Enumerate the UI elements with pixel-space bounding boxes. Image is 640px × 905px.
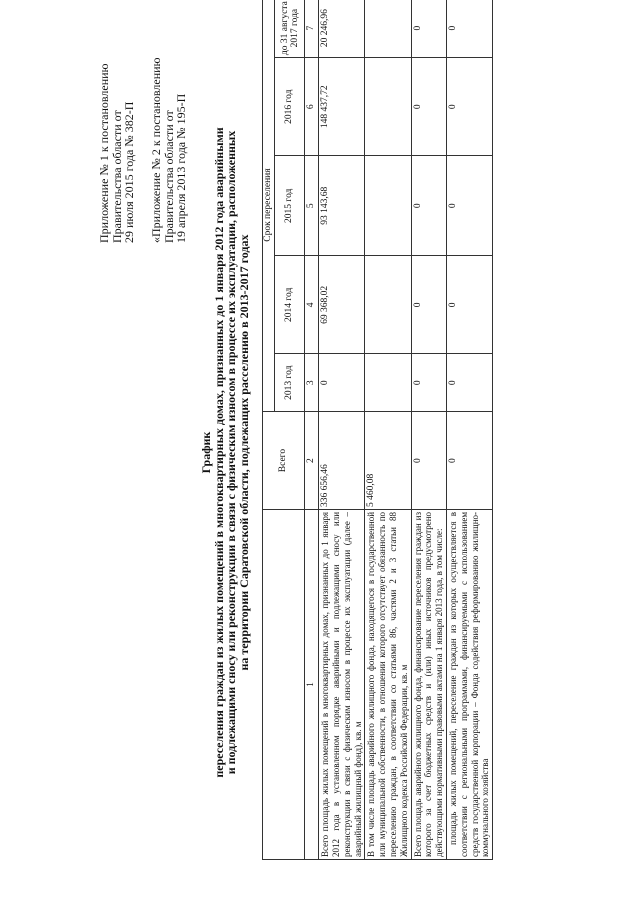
row-value xyxy=(365,354,411,412)
row-value: 0 xyxy=(446,412,492,510)
title-heading: График xyxy=(199,431,213,474)
total-header: Всего xyxy=(263,412,305,510)
row-value: 93 143,68 xyxy=(319,156,365,256)
row-description: В том числе площадь аварийного жилищного фонда, находящегося в государственной или муниципальной собственности, в отношении которого отсутствует обязанность по переселению граждан, в соответствии со статьями 86, частями 2 и 3 статьи 88 Жилищного кодекса Российской Федерации, кв. м xyxy=(365,509,411,859)
row-value: 20 246,96 xyxy=(319,0,365,58)
row-value xyxy=(365,0,411,58)
row-value: 336 656,46 xyxy=(319,412,365,510)
column-number: 4 xyxy=(305,256,319,354)
row-value: 0 xyxy=(411,412,446,510)
year-header: 2013 год xyxy=(275,354,305,412)
title-line: переселения граждан из жилых помещений в многоквартирных домах, признанных до 1 января 2012 года аварийными xyxy=(211,127,226,778)
row-value: 0 xyxy=(446,58,492,156)
row-description: площадь жилых помещений, переселение граждан из которых осуществляется в соответствии с региональными программами, финансируемыми с использованием средств государственной корпорации – Фонда содействия реформированию жилищно-коммунального хозяйства xyxy=(446,509,492,859)
column-number: 6 xyxy=(305,58,319,156)
appendix-line: 19 апреля 2013 года № 195-П xyxy=(174,93,188,243)
title-line: и подлежащими сносу или реконструкции в связи с физическим износом в процессе их эксплуатации, расположенных xyxy=(224,130,238,775)
appendix-line: Правительства области от xyxy=(161,110,176,243)
row-value: 0 xyxy=(411,256,446,354)
column-number-row xyxy=(305,0,319,860)
row-value: 0 xyxy=(319,354,365,412)
row-value: 0 xyxy=(446,156,492,256)
table-row xyxy=(411,0,446,860)
row-value: 0 xyxy=(446,354,492,412)
row-value: 0 xyxy=(411,354,446,412)
appendix-line: Приложение № 1 к постановлению xyxy=(97,63,111,243)
row-value: 0 xyxy=(446,0,492,58)
year-header: до 31 августа 2017 года xyxy=(275,0,305,58)
row-value xyxy=(365,256,411,354)
column-number: 7 xyxy=(305,0,319,58)
row-value: 0 xyxy=(411,0,446,58)
row-value: 5 460,08 xyxy=(365,412,411,510)
appendix-line: Правительства области от xyxy=(109,110,124,243)
title-line: на территории Саратовской области, подлежащих расселению в 2013-2017 годах xyxy=(236,234,251,671)
row-value xyxy=(365,58,411,156)
column-number: 1 xyxy=(305,509,319,859)
appendix-line: «Приложение № 2 к постановлению xyxy=(149,57,163,243)
row-value: 69 368,02 xyxy=(319,256,365,354)
row-value: 0 xyxy=(411,58,446,156)
table-row xyxy=(319,0,365,860)
schedule-table xyxy=(262,0,493,860)
row-value xyxy=(365,156,411,256)
appendix-block-2 xyxy=(150,57,188,243)
row-value: 0 xyxy=(446,256,492,354)
year-header: 2015 год xyxy=(275,156,305,256)
description-header xyxy=(263,509,305,859)
period-header: Срок переселения xyxy=(263,0,275,412)
table-row xyxy=(446,0,492,860)
row-description: Всего площадь жилых помещений в многоквартирных домах, признанных до 1 января 2012 года в установленном порядке аварийными и подлежащими сносу или реконструкции в связи с физическим износом в процессе их эксплуатации (далее – аварийный жилищный фонд), кв. м xyxy=(319,509,365,859)
header-row-1 xyxy=(263,0,275,860)
year-header: 2014 год xyxy=(275,256,305,354)
table-row xyxy=(365,0,411,860)
year-header: 2016 год xyxy=(275,58,305,156)
row-description: Всего площадь аварийного жилищного фонда, финансирование переселения граждан из которого за счет бюджетных средств и (или) иных источников предусмотрено действующими нормативными правовыми актами на 1 января 2013 года, в том числе: xyxy=(411,509,446,859)
row-value: 0 xyxy=(411,156,446,256)
column-number: 3 xyxy=(305,354,319,412)
document-title xyxy=(200,0,250,905)
appendix-line: 29 июля 2015 года № 382-П xyxy=(122,101,136,243)
appendix-block-1 xyxy=(98,63,136,243)
row-value: 148 437,72 xyxy=(319,58,365,156)
column-number: 2 xyxy=(305,412,319,510)
column-number: 5 xyxy=(305,156,319,256)
